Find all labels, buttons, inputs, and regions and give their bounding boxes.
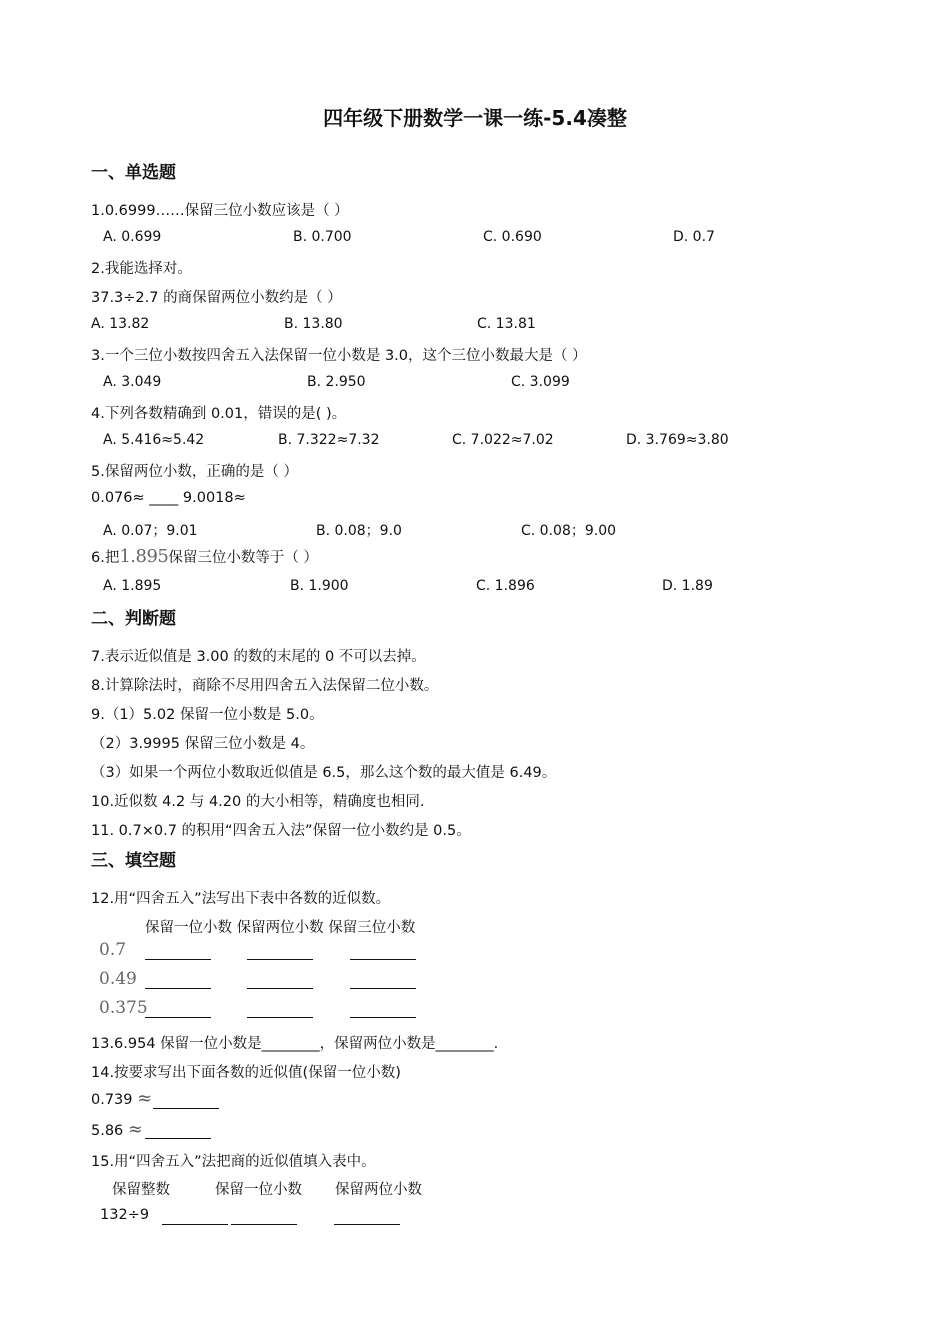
q4-option-d: D. 3.769≈3.80 bbox=[626, 432, 729, 448]
approx-symbol: ≈ bbox=[137, 1088, 153, 1109]
q12-row-3-label: 0.375 bbox=[99, 998, 148, 1018]
q12-row-1-label: 0.7 bbox=[99, 940, 127, 960]
question-6-prefix: 6.把 bbox=[91, 550, 120, 566]
question-6 bbox=[91, 546, 318, 567]
q12-row-2-blank-3[interactable] bbox=[350, 987, 416, 989]
question-10: 10.近似数 4.2 与 4.20 的大小相等，精确度也相同. bbox=[91, 794, 425, 810]
q12-row-2-blank-1[interactable] bbox=[145, 987, 211, 989]
q5-option-a: A. 0.07；9.01 bbox=[103, 523, 198, 539]
q3-option-b: B. 2.950 bbox=[307, 374, 366, 390]
q15-header-integer: 保留整数 bbox=[112, 1182, 170, 1198]
q4-option-b: B. 7.322≈7.32 bbox=[278, 432, 380, 448]
question-13: 13.6.954 保留一位小数是________，保留两位小数是________. bbox=[91, 1036, 499, 1052]
q12-row-3-blank-2[interactable] bbox=[247, 1016, 313, 1018]
q6-option-b: B. 1.900 bbox=[290, 578, 349, 594]
q12-row-2-blank-2[interactable] bbox=[247, 987, 313, 989]
q12-row-1-blank-1[interactable] bbox=[145, 958, 211, 960]
q6-option-a: A. 1.895 bbox=[103, 578, 162, 594]
question-2: 2.我能选择对。 bbox=[91, 261, 192, 277]
q3-option-a: A. 3.049 bbox=[103, 374, 162, 390]
question-6-number: 1.895 bbox=[119, 546, 169, 567]
q5-option-c: C. 0.08；9.00 bbox=[521, 523, 617, 539]
q2-option-b: B. 13.80 bbox=[284, 316, 343, 332]
q6-option-c: C. 1.896 bbox=[476, 578, 535, 594]
q15-blank-2[interactable] bbox=[231, 1223, 297, 1225]
approx-symbol: ≈ bbox=[127, 1119, 143, 1140]
q12-row-1-blank-3[interactable] bbox=[350, 958, 416, 960]
q15-header-one-decimal: 保留一位小数 bbox=[215, 1182, 302, 1198]
q15-row-label: 132÷9 bbox=[100, 1207, 150, 1223]
question-4: 4.下列各数精确到 0.01，错误的是( )。 bbox=[91, 406, 347, 422]
q1-option-c: C. 0.690 bbox=[483, 229, 542, 245]
page-title: 四年级下册数学一课一练-5.4凑整 bbox=[323, 106, 627, 130]
q14-item-2-blank[interactable] bbox=[145, 1137, 211, 1139]
q14-item-1-value: 0.739 bbox=[91, 1092, 133, 1108]
question-1: 1.0.6999……保留三位小数应该是（ ） bbox=[91, 203, 349, 219]
q15-blank-3[interactable] bbox=[334, 1223, 400, 1225]
q12-row-3-blank-1[interactable] bbox=[145, 1016, 211, 1018]
question-7: 7.表示近似值是 3.00 的数的末尾的 0 不可以去掉。 bbox=[91, 649, 426, 665]
section-heading-true-false: 二、判断题 bbox=[91, 609, 176, 629]
q12-row-3-blank-3[interactable] bbox=[350, 1016, 416, 1018]
q2-option-c: C. 13.81 bbox=[477, 316, 536, 332]
q14-item-2-value: 5.86 bbox=[91, 1123, 124, 1139]
question-14: 14.按要求写出下面各数的近似值(保留一位小数) bbox=[91, 1065, 401, 1081]
section-heading-fill-in: 三、填空题 bbox=[91, 851, 176, 871]
question-11: 11. 0.7×0.7 的积用“四舍五入法”保留一位小数约是 0.5。 bbox=[91, 823, 471, 839]
question-14-item-1 bbox=[91, 1088, 152, 1109]
q3-option-c: C. 3.099 bbox=[511, 374, 570, 390]
q1-option-b: B. 0.700 bbox=[293, 229, 352, 245]
question-5: 5.保留两位小数，正确的是（ ） bbox=[91, 464, 298, 480]
q12-table-header: 保留一位小数 保留两位小数 保留三位小数 bbox=[145, 920, 416, 936]
section-heading-single-choice: 一、单选题 bbox=[91, 163, 176, 183]
q12-row-1-blank-2[interactable] bbox=[247, 958, 313, 960]
q4-option-a: A. 5.416≈5.42 bbox=[103, 432, 205, 448]
q1-option-a: A. 0.699 bbox=[103, 229, 162, 245]
question-3: 3.一个三位小数按四舍五入法保留一位小数是 3.0，这个三位小数最大是（ ） bbox=[91, 348, 587, 364]
q12-row-2-label: 0.49 bbox=[99, 969, 137, 989]
question-15: 15.用“四舍五入”法把商的近似值填入表中。 bbox=[91, 1154, 376, 1170]
q4-option-c: C. 7.022≈7.02 bbox=[452, 432, 554, 448]
q5-option-b: B. 0.08；9.0 bbox=[316, 523, 402, 539]
q6-option-d: D. 1.89 bbox=[662, 578, 713, 594]
q1-option-d: D. 0.7 bbox=[673, 229, 715, 245]
q15-header-two-decimal: 保留两位小数 bbox=[335, 1182, 422, 1198]
question-8: 8.计算除法时，商除不尽用四舍五入法保留二位小数。 bbox=[91, 678, 439, 694]
question-14-item-2 bbox=[91, 1119, 143, 1140]
q2-option-a: A. 13.82 bbox=[91, 316, 150, 332]
q14-item-1-blank[interactable] bbox=[153, 1107, 219, 1109]
question-9-part-2: （2）3.9995 保留三位小数是 4。 bbox=[91, 736, 315, 752]
question-9-part-3: （3）如果一个两位小数取近似值是 6.5，那么这个数的最大值是 6.49。 bbox=[91, 765, 557, 781]
question-12: 12.用“四舍五入”法写出下表中各数的近似数。 bbox=[91, 891, 391, 907]
q15-blank-1[interactable] bbox=[162, 1223, 228, 1225]
question-6-suffix: 保留三位小数等于（ ） bbox=[168, 550, 318, 566]
question-9-part-1: 9.（1）5.02 保留一位小数是 5.0。 bbox=[91, 707, 324, 723]
question-5-sub: 0.076≈ ____ 9.0018≈ bbox=[91, 490, 246, 506]
question-2-sub: 37.3÷2.7 的商保留两位小数约是（ ） bbox=[91, 290, 342, 306]
